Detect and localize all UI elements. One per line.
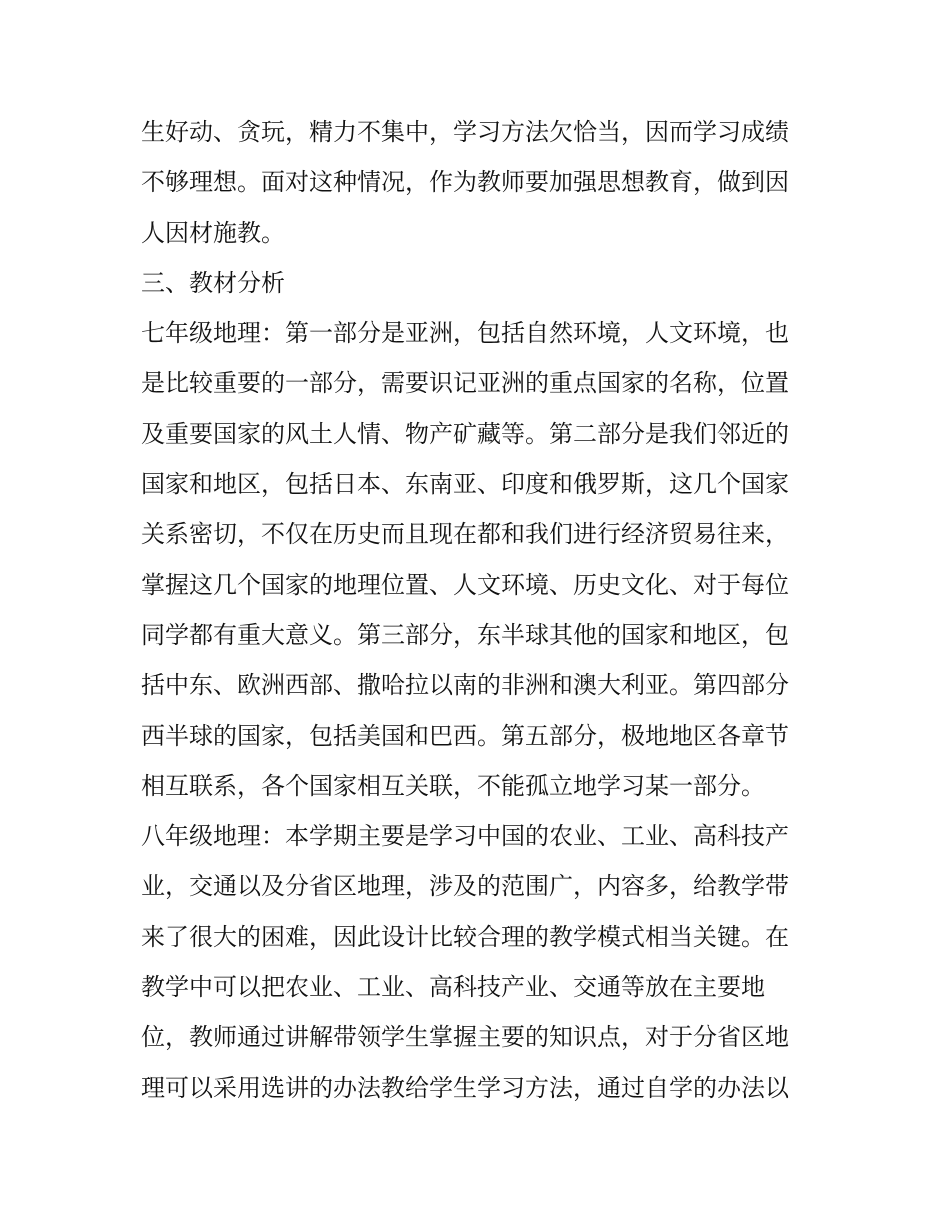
paragraph-line: 八年级地理：本学期主要是学习中国的农业、工业、高科技产: [141, 822, 789, 851]
paragraph-line: 教学中可以把农业、工业、高科技产业、交通等放在主要地: [141, 973, 765, 1002]
section-heading: 三、教材分析: [141, 268, 285, 297]
paragraph-line: 理可以采用选讲的办法教给学生学习方法，通过自学的办法以: [141, 1073, 789, 1102]
paragraph-line: 不够理想。面对这种情况，作为教师要加强思想教育，做到因: [141, 168, 789, 197]
paragraph-line: 位，教师通过讲解带领学生掌握主要的知识点，对于分省区地: [141, 1023, 789, 1052]
paragraph-line: 国家和地区，包括日本、东南亚、印度和俄罗斯，这几个国家: [141, 470, 789, 499]
paragraph-line: 业，交通以及分省区地理，涉及的范围广，内容多，给教学带: [141, 872, 789, 901]
paragraph-line: 关系密切，不仅在历史而且现在都和我们进行经济贸易往来，: [141, 520, 789, 549]
paragraph-line: 七年级地理：第一部分是亚洲，包括自然环境，人文环境，也: [141, 319, 789, 348]
paragraph-line: 掌握这几个国家的地理位置、人文环境、历史文化、对于每位: [141, 570, 789, 599]
paragraph-line: 人因材施教。: [141, 218, 285, 247]
paragraph-line: 及重要国家的风土人情、物产矿藏等。第二部分是我们邻近的: [141, 419, 789, 448]
paragraph-line: 括中东、欧洲西部、撒哈拉以南的非洲和澳大利亚。第四部分: [141, 671, 789, 700]
paragraph-line: 来了很大的困难，因此设计比较合理的教学模式相当关键。在: [141, 922, 789, 951]
paragraph-line: 同学都有重大意义。第三部分，东半球其他的国家和地区，包: [141, 620, 789, 649]
paragraph-line: 生好动、贪玩，精力不集中，学习方法欠恰当，因而学习成绩: [141, 118, 789, 146]
document-body: [141, 107, 831, 1113]
paragraph-line: 相互联系，各个国家相互关联，不能孤立地学习某一部分。: [141, 771, 765, 800]
paragraph-line: 西半球的国家，包括美国和巴西。第五部分，极地地区各章节: [141, 721, 789, 750]
paragraph-line: 是比较重要的一部分，需要识记亚洲的重点国家的名称，位置: [141, 369, 789, 398]
